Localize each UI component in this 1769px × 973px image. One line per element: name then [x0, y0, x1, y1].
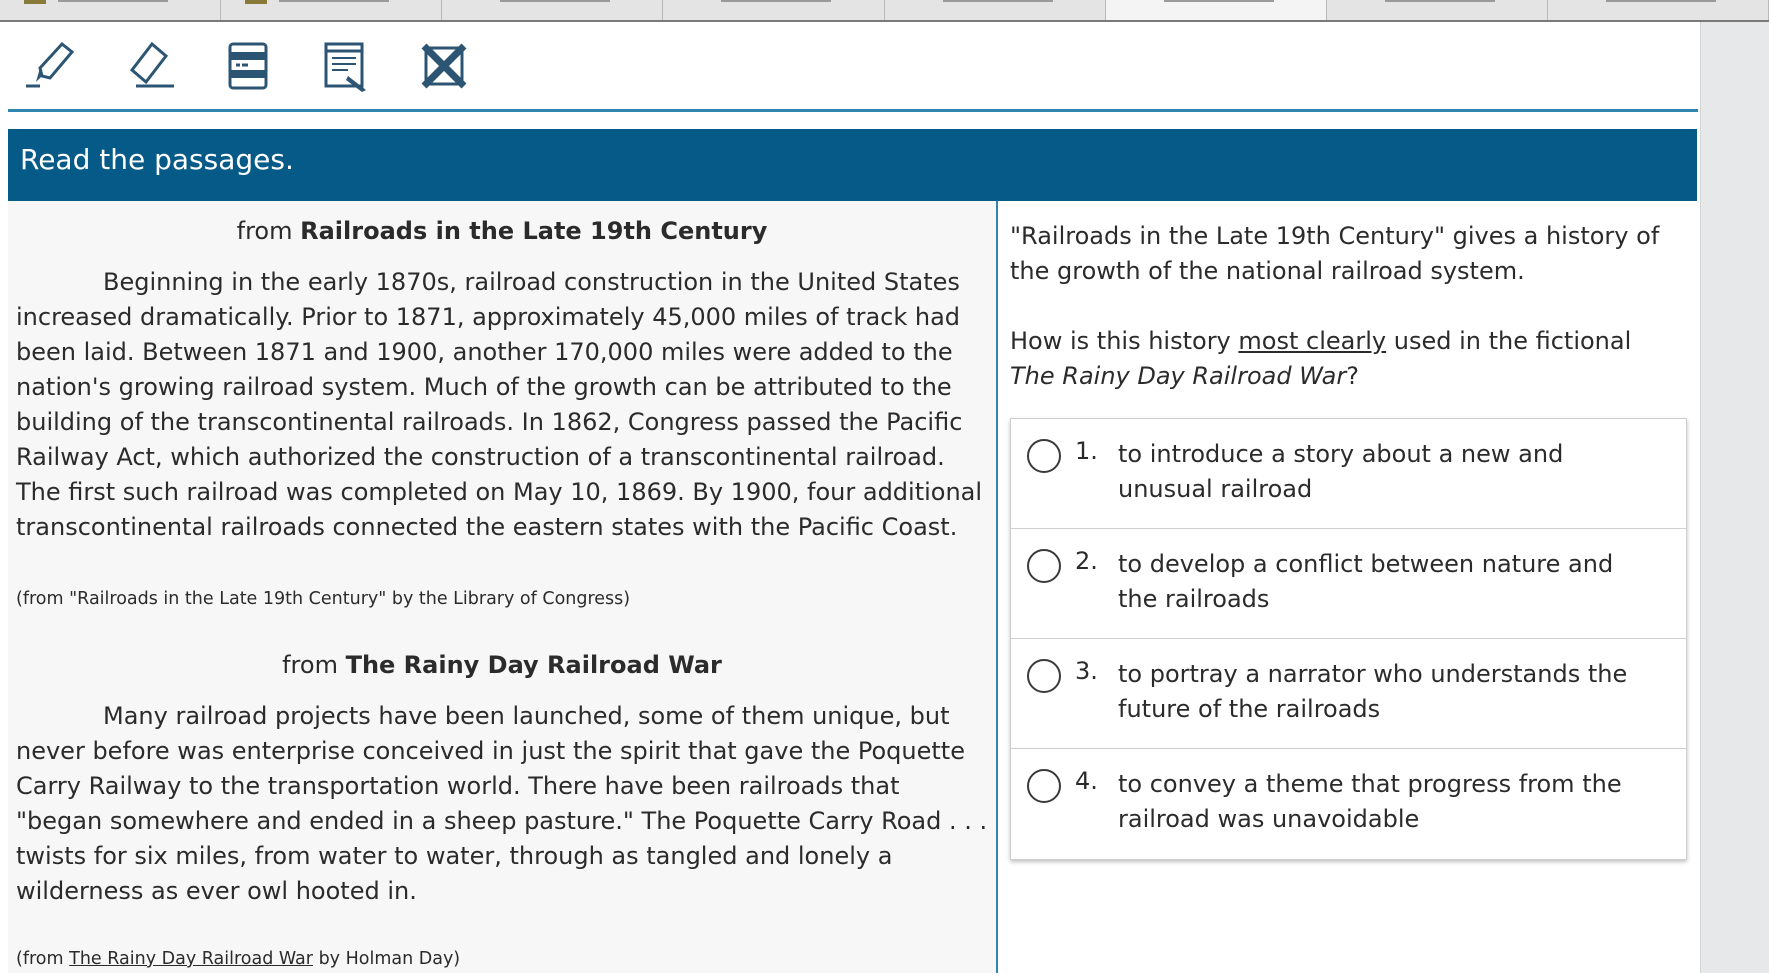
answer-choice-1[interactable] [1011, 419, 1686, 529]
tab[interactable] [885, 0, 1106, 20]
tab-title-placeholder [500, 0, 610, 2]
passage1-title-name: Railroads in the Late 19th Century [300, 217, 768, 245]
tab-title-placeholder [1606, 0, 1716, 2]
tab-favicon [245, 0, 267, 4]
passage1-title [16, 217, 988, 245]
radio-button[interactable] [1027, 549, 1061, 583]
choice-number: 1. [1075, 437, 1098, 465]
choice-number: 3. [1075, 657, 1098, 685]
tab-title-placeholder [721, 0, 831, 2]
passage2-credit [16, 949, 988, 969]
highlighter-icon [24, 38, 80, 94]
answer-eliminator-button[interactable] [416, 38, 472, 94]
passage2-credit-title: The Rainy Day Railroad War [69, 949, 313, 969]
passage1-title-prefix: from [236, 217, 293, 245]
right-gutter [1700, 22, 1769, 973]
question-title: The Rainy Day Railroad War [1010, 362, 1347, 390]
tab[interactable] [0, 0, 221, 20]
choice-number: 4. [1075, 767, 1098, 795]
passage2-body: Many railroad projects have been launched, some of them unique, but never before was enterprise conceived in just the spirit that gave the Poquette Carry Railway to the transportation world. There have been railroads that "began somewhere and ended in a sheep pasture." The Poquette Carry Road . . . twists for six miles, from water to water, through as tangled and lonely a wilderness as ever owl hooted in. [16, 702, 988, 905]
passage1-credit: (from "Railroads in the Late 19th Century" by the Library of Congress) [16, 589, 631, 609]
passage2-credit-suffix: by Holman Day) [318, 949, 461, 969]
passage2-title-name: The Rainy Day Railroad War [345, 651, 722, 679]
passage2-credit-prefix: (from [16, 949, 64, 969]
passage1-body: Beginning in the early 1870s, railroad construction in the United States increased dramatically. Prior to 1871, approximately 45,000 miles of track had been laid. Between 1871 and 1900, another 170,000 miles were added to the nation's growing railroad system. Much of the growth can be attributed to the building of the transcontinental railroads. In 1862, Congress passed the Pacific Railway Act, which authorized the construction of a transcontinental railroad. The first such railroad was completed on May 10, 1869. By 1900, four additional transcontinental railroads connected the eastern states with the Pacific Coast. [16, 268, 983, 541]
tab[interactable] [1327, 0, 1548, 20]
question-mid: used in the fictional [1393, 327, 1632, 355]
eraser-button[interactable] [122, 38, 178, 94]
tab-title-placeholder [58, 0, 168, 2]
choice-number: 2. [1075, 547, 1098, 575]
assessment-app [0, 22, 1700, 973]
answer-choice-4[interactable] [1011, 749, 1686, 859]
instructions-banner [8, 129, 1697, 201]
notepad-icon [318, 38, 374, 94]
eraser-icon [122, 38, 178, 94]
notepad-button[interactable] [318, 38, 374, 94]
question-pane [998, 201, 1697, 973]
answer-choice-3[interactable] [1011, 639, 1686, 749]
tool-bar [8, 22, 1698, 112]
passage2-title [16, 651, 988, 679]
radio-button[interactable] [1027, 769, 1061, 803]
tab[interactable] [663, 0, 884, 20]
passages-pane [8, 201, 998, 973]
tab-title-placeholder [279, 0, 389, 2]
tab[interactable] [442, 0, 663, 20]
question-stem [1010, 324, 1683, 394]
browser-tab-strip [0, 0, 1769, 22]
radio-button[interactable] [1027, 659, 1061, 693]
tab-active[interactable] [1106, 0, 1327, 20]
highlighter-button[interactable] [24, 38, 80, 94]
question-emphasis: most clearly [1238, 327, 1387, 355]
passage2-title-prefix: from [282, 651, 338, 679]
tab[interactable] [221, 0, 442, 20]
answer-eliminator-icon [416, 38, 472, 94]
tab[interactable] [1548, 0, 1769, 20]
tab-title-placeholder [1164, 0, 1274, 2]
tab-title-placeholder [1385, 0, 1495, 2]
question-prefix: How is this history [1010, 327, 1231, 355]
tab-favicon [24, 0, 46, 4]
line-reader-button[interactable] [220, 38, 276, 94]
question-end: ? [1346, 362, 1359, 390]
instructions-text: Read the passages. [20, 143, 294, 176]
line-reader-icon [220, 38, 276, 94]
answer-choice-2[interactable] [1011, 529, 1686, 639]
question-context: "Railroads in the Late 19th Century" gives a history of the growth of the national railroad system. [1010, 222, 1660, 285]
choice-text: to develop a conflict between nature and the railroads [1118, 550, 1614, 613]
choice-text: to convey a theme that progress from the railroad was unavoidable [1118, 770, 1622, 833]
choice-text: to introduce a story about a new and unusual railroad [1118, 440, 1564, 503]
tab-title-placeholder [943, 0, 1053, 2]
answer-choices [1010, 418, 1687, 860]
choice-text: to portray a narrator who understands the future of the railroads [1118, 660, 1628, 723]
radio-button[interactable] [1027, 439, 1061, 473]
